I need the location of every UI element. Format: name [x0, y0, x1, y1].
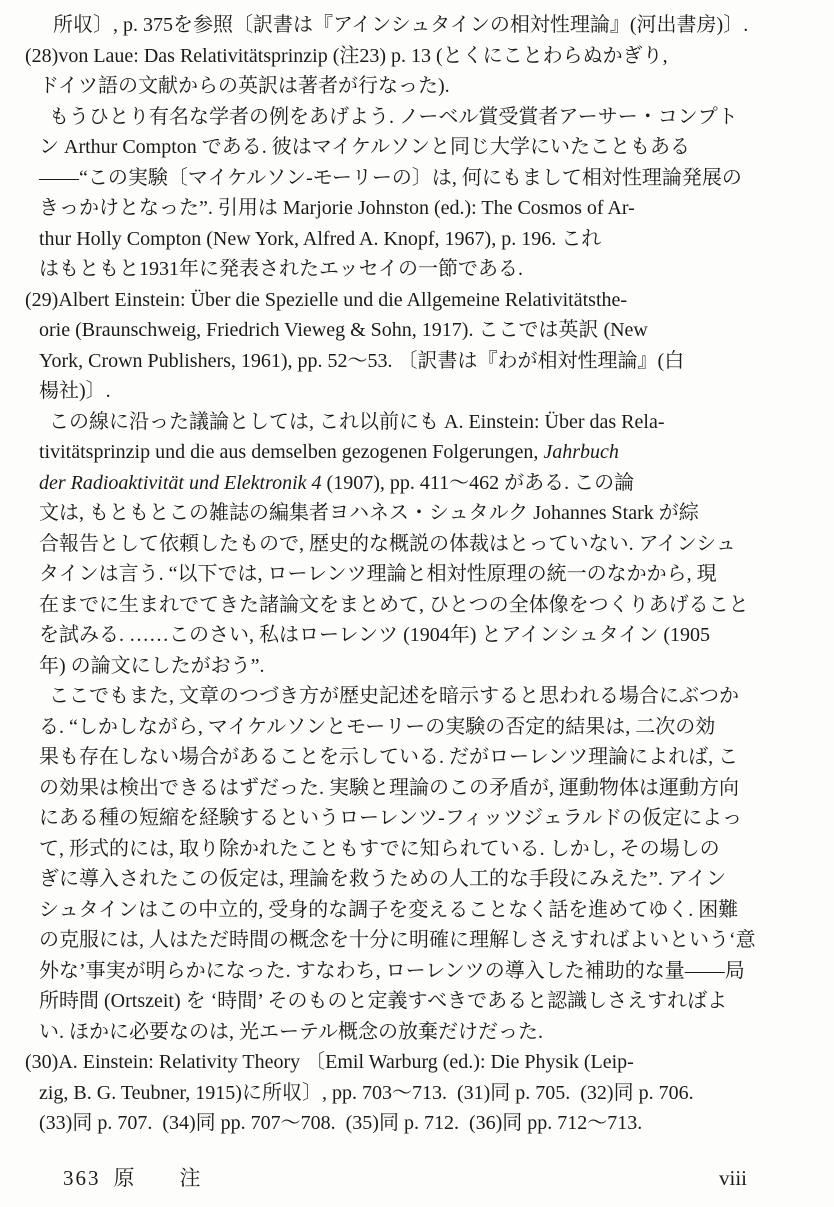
- section-title: 原 注: [113, 1165, 213, 1190]
- text-segment: の効果は検出できるはずだった. 実験と理論のこの矛盾が, 運動物体は運動方向: [39, 776, 739, 799]
- text-line: [25, 834, 804, 865]
- text-line: [25, 956, 804, 987]
- text-segment: を試みる. ……このさい, 私はローレンツ (1904年) とアインシュタイン (1905: [39, 624, 710, 646]
- text-segment: 楊社)〕.: [39, 380, 111, 402]
- italic-text-segment: Jahrbuch: [543, 441, 619, 463]
- text-segment: 所収〕, p. 375を参照〔訳書は『アインシュタインの相対性理論』(河出書房)〕.: [53, 14, 749, 36]
- text-segment: 文は, もともとこの雑誌の編集者ヨハネス・シュタルク Johannes Stark が綜: [39, 502, 699, 524]
- text-line: [25, 132, 804, 163]
- text-segment: (28)von Laue: Das Relativitätsprinzip (注23) p. 13 (とくにことわらぬかぎり,: [25, 44, 668, 67]
- text-line: [25, 712, 804, 743]
- text-line: [25, 559, 804, 590]
- text-segment: thur Holly Compton (New York, Alfred A. Knopf, 1967), p. 196. これ: [39, 227, 602, 250]
- text-line: [25, 498, 804, 529]
- footer-left: [25, 1163, 213, 1193]
- text-line: [25, 41, 804, 72]
- text-segment: い. ほかに必要なのは, 光エーテル概念の放棄だけだった.: [39, 1020, 543, 1043]
- text-segment: きっかけとなった”. 引用は Marjorie Johnston (ed.): The Cosmos of Ar-: [39, 197, 635, 219]
- text-line: [25, 803, 804, 834]
- text-segment: て, 形式的には, 取り除かれたこともすでに知られている. しかし, その場しの: [39, 837, 720, 860]
- text-line: [25, 1047, 804, 1078]
- text-segment: にある種の短縮を経験するというローレンツ-フィッツジェラルドの仮定によっ: [39, 807, 743, 829]
- page-footer: [25, 1163, 804, 1193]
- text-segment: 所時間 (Ortszeit) を ‘時間’ そのものと定義すべきであると認識しさえすればよ: [39, 990, 728, 1012]
- text-line: [25, 773, 804, 804]
- text-segment: ここでもまた, 文章のつづき方が歴史記述を暗示すると思われる場合にぶつか: [49, 685, 739, 707]
- text-line: [25, 1108, 804, 1139]
- text-line: [25, 864, 804, 895]
- text-line: [25, 193, 804, 224]
- text-line: [25, 285, 804, 316]
- text-segment: 在までに生まれでてきた諸論文をまとめて, ひとつの全体像をつくりあげること: [39, 593, 749, 616]
- text-segment: (30)A. Einstein: Relativity Theory 〔Emil Warburg (ed.): Die Physik (Leip-: [25, 1051, 634, 1073]
- text-line: [25, 468, 804, 499]
- text-line: [25, 620, 804, 651]
- text-segment: zig, B. G. Teubner, 1915)に所収〕, pp. 703〜713. (31)同 p. 705. (32)同 p. 706.: [39, 1081, 694, 1104]
- text-line: [25, 1017, 804, 1048]
- text-segment: (1907), pp. 411〜462 がある. この論: [321, 471, 635, 494]
- text-segment: ン Arthur Compton である. 彼はマイケルソンと同じ大学にいたこともある: [39, 136, 690, 158]
- italic-text-segment: der Radioaktivität und Elektronik 4: [39, 471, 322, 494]
- text-segment: ドイツ語の文献からの英訳は著者が行なった).: [39, 75, 450, 97]
- text-line: [25, 742, 804, 773]
- text-line: [25, 1078, 804, 1109]
- text-line: [25, 163, 804, 194]
- text-segment: 果も存在しない場合があることを示している. だがローレンツ理論によれば, こ: [39, 746, 739, 768]
- text-segment: はもともと1931年に発表されたエッセイの一節である.: [39, 258, 523, 280]
- text-segment: York, Crown Publishers, 1961), pp. 52〜53. 〔訳書は『わが相対性理論』(白: [39, 349, 685, 372]
- text-line: [25, 986, 804, 1017]
- text-line: [25, 315, 804, 346]
- text-line: [25, 102, 804, 133]
- text-line: [25, 590, 804, 621]
- text-line: [25, 925, 804, 956]
- text-segment: シュタインはこの中立的, 受身的な調子を変えることなく話を進めてゆく. 困難: [39, 898, 739, 921]
- text-line: [25, 224, 804, 255]
- text-line: [25, 10, 804, 41]
- text-segment: の克服には, 人はただ時間の概念を十分に明確に理解しさえすればよいという‘意: [39, 929, 756, 951]
- text-segment: もうひとり有名な学者の例をあげよう. ノーベル賞受賞者アーサー・コンプト: [49, 105, 738, 128]
- text-segment: る. “しかしながら, マイケルソンとモーリーの実験の否定的結果は, 二次の効: [39, 715, 716, 738]
- text-line: [25, 376, 804, 407]
- notes-text: [25, 10, 804, 1139]
- text-segment: (33)同 p. 707. (34)同 pp. 707〜708. (35)同 p. 712. (36)同 pp. 712〜713.: [39, 1112, 643, 1134]
- text-segment: tivitätsprinzip und die aus demselben gezogenen Folgerungen,: [39, 441, 544, 463]
- text-segment: 外な’事実が明らかになった. すなわち, ローレンツの導入した補助的な量——局: [39, 959, 745, 982]
- text-line: [25, 346, 804, 377]
- text-line: [25, 895, 804, 926]
- text-segment: タインは言う. “以下では, ローレンツ理論と相対性原理の統一のなかから, 現: [39, 563, 717, 585]
- text-segment: この線に沿った議論としては, これ以前にも A. Einstein: Über das Rela-: [49, 410, 665, 433]
- text-segment: ——“この実験〔マイケルソン-モーリーの〕は, 何にもまして相対性理論発展の: [39, 166, 742, 189]
- text-line: [25, 71, 804, 102]
- folio-roman-numeral: viii: [718, 1165, 747, 1190]
- text-line: [25, 529, 804, 560]
- text-line: [25, 681, 804, 712]
- text-line: [25, 651, 804, 682]
- text-line: [25, 254, 804, 285]
- page-number: 363: [63, 1165, 101, 1190]
- text-line: [25, 437, 804, 468]
- text-line: [25, 407, 804, 438]
- text-segment: orie (Braunschweig, Friedrich Vieweg & Sohn, 1917). ここでは英訳 (New: [39, 319, 648, 341]
- text-segment: (29)Albert Einstein: Über die Spezielle und die Allgemeine Relativitätsthe-: [25, 288, 628, 311]
- text-segment: ぎに導入されたこの仮定は, 理論を救うための人工的な手段にみえた”. アイン: [39, 868, 727, 890]
- text-segment: 年) の論文にしたがおう”.: [39, 654, 265, 677]
- text-segment: 合報告として依頼したもので, 歴史的な概説の体裁はとっていない. アインシュ: [39, 532, 736, 555]
